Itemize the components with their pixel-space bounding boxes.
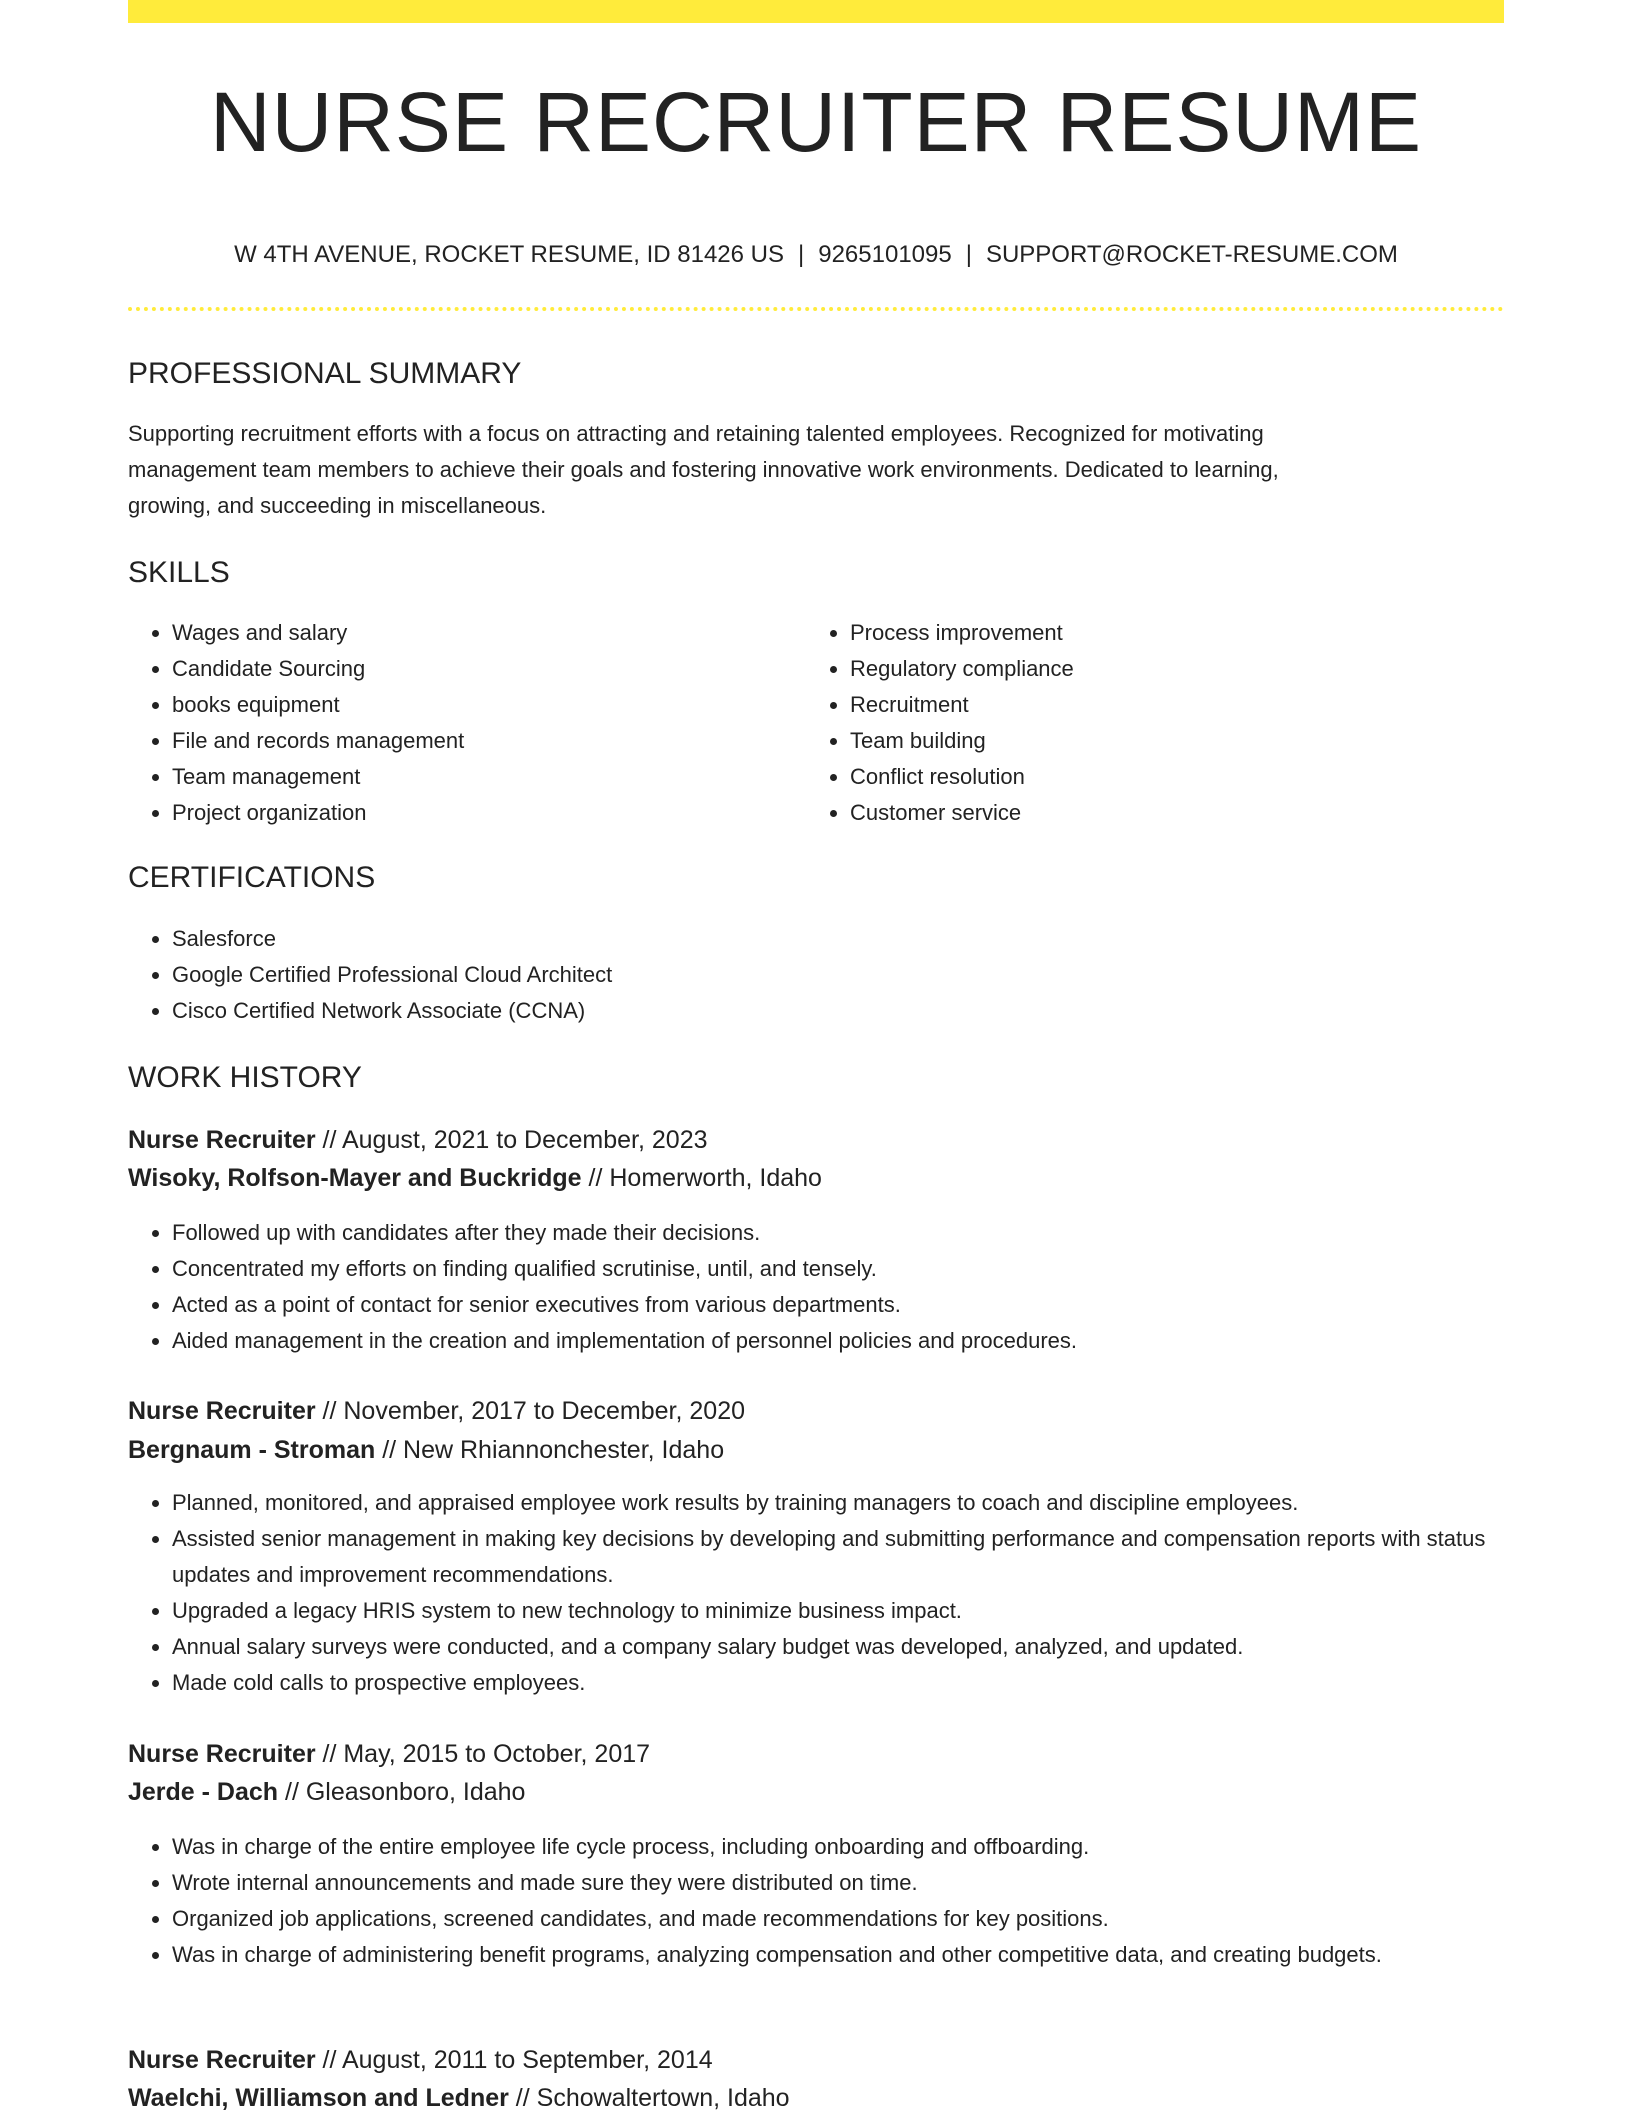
contact-line — [128, 240, 1504, 270]
dotted-divider — [128, 307, 1504, 311]
job-bullet: • Was in charge of administering benefit programs, analyzing compensation and other competitive data, and creating budgets. — [172, 1937, 1504, 1973]
certifications-list — [128, 921, 1472, 1029]
job-dates: // May, 2015 to October, 2017 — [315, 1740, 651, 1768]
job-title: Nurse Recruiter — [128, 2046, 316, 2074]
job-dates: // August, 2011 to September, 2014 — [315, 2046, 713, 2074]
job-bullet: • Upgraded a legacy HRIS system to new technology to minimize business impact. — [172, 1593, 1504, 1629]
resume-title: NURSE RECRUITER RESUME — [209, 75, 1423, 169]
skill-item: • Project organization — [172, 795, 792, 831]
job-company-line — [128, 1432, 724, 1468]
job-dates: // August, 2021 to December, 2023 — [315, 1126, 708, 1154]
job-location: // Schowaltertown, Idaho — [508, 2084, 790, 2112]
job-location: // Gleasonboro, Idaho — [278, 1778, 526, 1806]
skill-item: • Team building — [850, 723, 1470, 759]
contact-email: SUPPORT@ROCKET-RESUME.COM — [985, 241, 1398, 268]
certification-item: • Salesforce — [172, 921, 1472, 957]
job-bullet: • Planned, monitored, and appraised employee work results by training managers to coach and discipline employees. — [172, 1485, 1504, 1521]
job-bullet: • Organized job applications, screened candidates, and made recommendations for key positions. — [172, 1901, 1504, 1937]
job-title: Nurse Recruiter — [128, 1126, 316, 1154]
skill-item: • Process improvement — [850, 615, 1470, 651]
job-company: Bergnaum - Stroman — [128, 1436, 376, 1464]
job-location: // Homerworth, Idaho — [581, 1164, 822, 1192]
job-dates: // November, 2017 to December, 2020 — [315, 1397, 745, 1425]
job-company: Wisoky, Rolfson-Mayer and Buckridge — [128, 1164, 582, 1192]
skill-item: • Wages and salary — [172, 615, 792, 651]
job-bullets — [128, 1485, 1504, 1701]
job-bullet: • Acted as a point of contact for senior executives from various departments. — [172, 1287, 1504, 1323]
job-bullets — [128, 1215, 1504, 1359]
job-title: Nurse Recruiter — [128, 1397, 316, 1425]
job-bullets — [128, 1829, 1504, 1973]
work-history-heading: WORK HISTORY — [128, 1061, 362, 1094]
job-bullet: • Assisted senior management in making key decisions by developing and submitting performance and compensation reports with status updates and improvement recommendations. — [172, 1521, 1504, 1593]
job-bullet: • Annual salary surveys were conducted, and a company salary budget was developed, analyzed, and updated. — [172, 1629, 1504, 1665]
summary-line: Supporting recruitment efforts with a focus on attracting and retaining talented employees. Recognized for motivating — [128, 421, 1264, 446]
skill-item: • Candidate Sourcing — [172, 651, 792, 687]
skill-item: • Customer service — [850, 795, 1470, 831]
job-location: // New Rhiannonchester, Idaho — [375, 1436, 725, 1464]
summary-text — [128, 416, 1504, 524]
skill-item: • books equipment — [172, 687, 792, 723]
certifications-heading: CERTIFICATIONS — [128, 861, 376, 894]
skills-list-right — [806, 615, 1470, 831]
skills-heading: SKILLS — [128, 556, 230, 589]
skill-item: • Team management — [172, 759, 792, 795]
job-title-line — [128, 1736, 650, 1772]
contact-separator: | — [798, 241, 805, 268]
skill-item: • Conflict resolution — [850, 759, 1470, 795]
skill-item: • Recruitment — [850, 687, 1470, 723]
job-bullet: • Wrote internal announcements and made sure they were distributed on time. — [172, 1865, 1504, 1901]
job-company: Waelchi, Williamson and Ledner — [128, 2084, 509, 2112]
top-accent-bar — [128, 0, 1504, 23]
job-title-line — [128, 2042, 713, 2078]
summary-line: growing, and succeeding in miscellaneous. — [128, 493, 547, 518]
summary-heading: PROFESSIONAL SUMMARY — [128, 357, 522, 390]
certification-item: • Google Certified Professional Cloud Architect — [172, 957, 1472, 993]
skill-item: • File and records management — [172, 723, 792, 759]
skill-item: • Regulatory compliance — [850, 651, 1470, 687]
job-company: Jerde - Dach — [128, 1778, 279, 1806]
contact-phone: 9265101095 — [818, 241, 952, 268]
job-company-line — [128, 1160, 822, 1196]
job-title-line — [128, 1393, 745, 1429]
job-title: Nurse Recruiter — [128, 1740, 316, 1768]
job-bullet: • Made cold calls to prospective employees. — [172, 1665, 1504, 1701]
skills-list-left — [128, 615, 792, 831]
job-title-line — [128, 1122, 708, 1158]
contact-separator: | — [965, 241, 972, 268]
job-bullet: • Aided management in the creation and implementation of personnel policies and procedures. — [172, 1323, 1504, 1359]
job-bullet: • Followed up with candidates after they made their decisions. — [172, 1215, 1504, 1251]
contact-address: W 4TH AVENUE, ROCKET RESUME, ID 81426 US — [234, 241, 784, 268]
certification-item: • Cisco Certified Network Associate (CCNA) — [172, 993, 1472, 1029]
job-company-line — [128, 2080, 790, 2116]
job-bullet: • Concentrated my efforts on finding qualified scrutinise, until, and tensely. — [172, 1251, 1504, 1287]
job-bullet: • Was in charge of the entire employee life cycle process, including onboarding and offboarding. — [172, 1829, 1504, 1865]
summary-line: management team members to achieve their goals and fostering innovative work environments. Dedicated to learning, — [128, 457, 1279, 482]
job-company-line — [128, 1774, 525, 1810]
